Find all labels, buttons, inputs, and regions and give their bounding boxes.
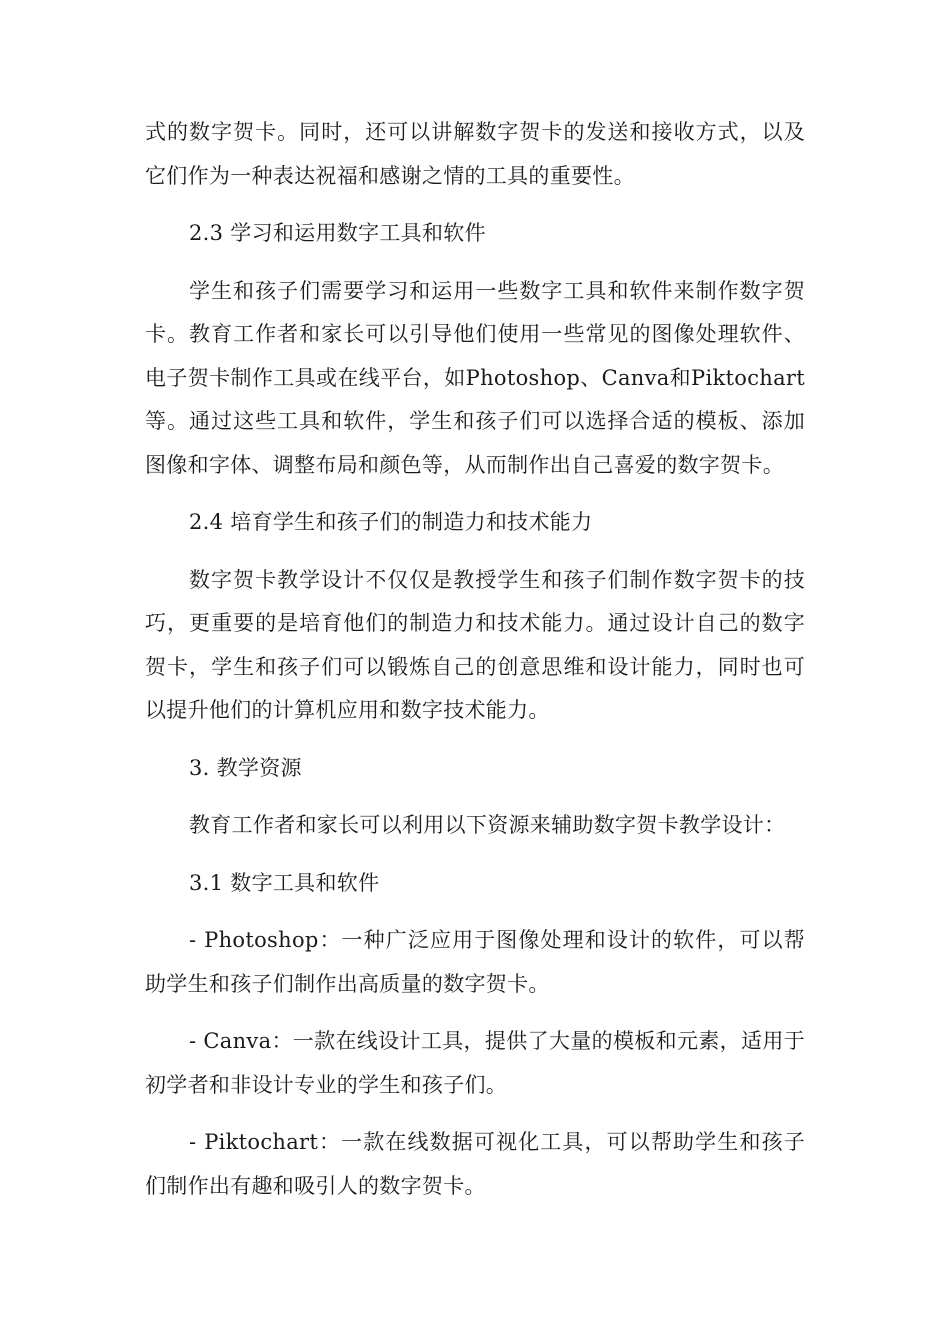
document-page — [145, 111, 805, 1222]
list-item-canva: - Canva：一款在线设计工具，提供了大量的模板和元素，适用于初学者和非设计专业的学生和孩子们。 — [145, 1029, 805, 1097]
section-heading-3: 3. 教学资源 — [189, 755, 302, 780]
paragraph-skills: 数字贺卡教学设计不仅仅是教授学生和孩子们制作数字贺卡的技巧，更重要的是培育他们的制造力和技术能力。通过设计自己的数字贺卡，学生和孩子们可以锻炼自己的创意思维和设计能力，同时也可以提升他们的计算机应用和数字技术能力。 — [145, 567, 805, 722]
section-heading-2-3: 2.3 学习和运用数字工具和软件 — [189, 221, 486, 245]
paragraph-tools-intro: 学生和孩子们需要学习和运用一些数字工具和软件来制作数字贺卡。教育工作者和家长可以引导他们使用一些常见的图像处理软件、电子贺卡制作工具或在线平台，如Photoshop、Canva和Piktochart等。通过这些工具和软件，学生和孩子们可以选择合适的模板、添加图像和字体、调整布局和颜色等，从而制作出自己喜爱的数字贺卡。 — [145, 278, 805, 477]
section-heading-2-4: 2.4 培育学生和孩子们的制造力和技术能力 — [189, 510, 593, 534]
list-item-piktochart: - Piktochart：一款在线数据可视化工具，可以帮助学生和孩子们制作出有趣和吸引人的数字贺卡。 — [145, 1130, 805, 1198]
paragraph-continuation: 式的数字贺卡。同时，还可以讲解数字贺卡的发送和接收方式，以及它们作为一种表达祝福和感谢之情的工具的重要性。 — [145, 120, 805, 188]
paragraph-resources-intro: 教育工作者和家长可以利用以下资源来辅助数字贺卡教学设计： — [189, 813, 786, 837]
list-item-photoshop: - Photoshop：一种广泛应用于图像处理和设计的软件，可以帮助学生和孩子们制作出高质量的数字贺卡。 — [145, 928, 805, 996]
section-heading-3-1: 3.1 数字工具和软件 — [189, 870, 380, 895]
